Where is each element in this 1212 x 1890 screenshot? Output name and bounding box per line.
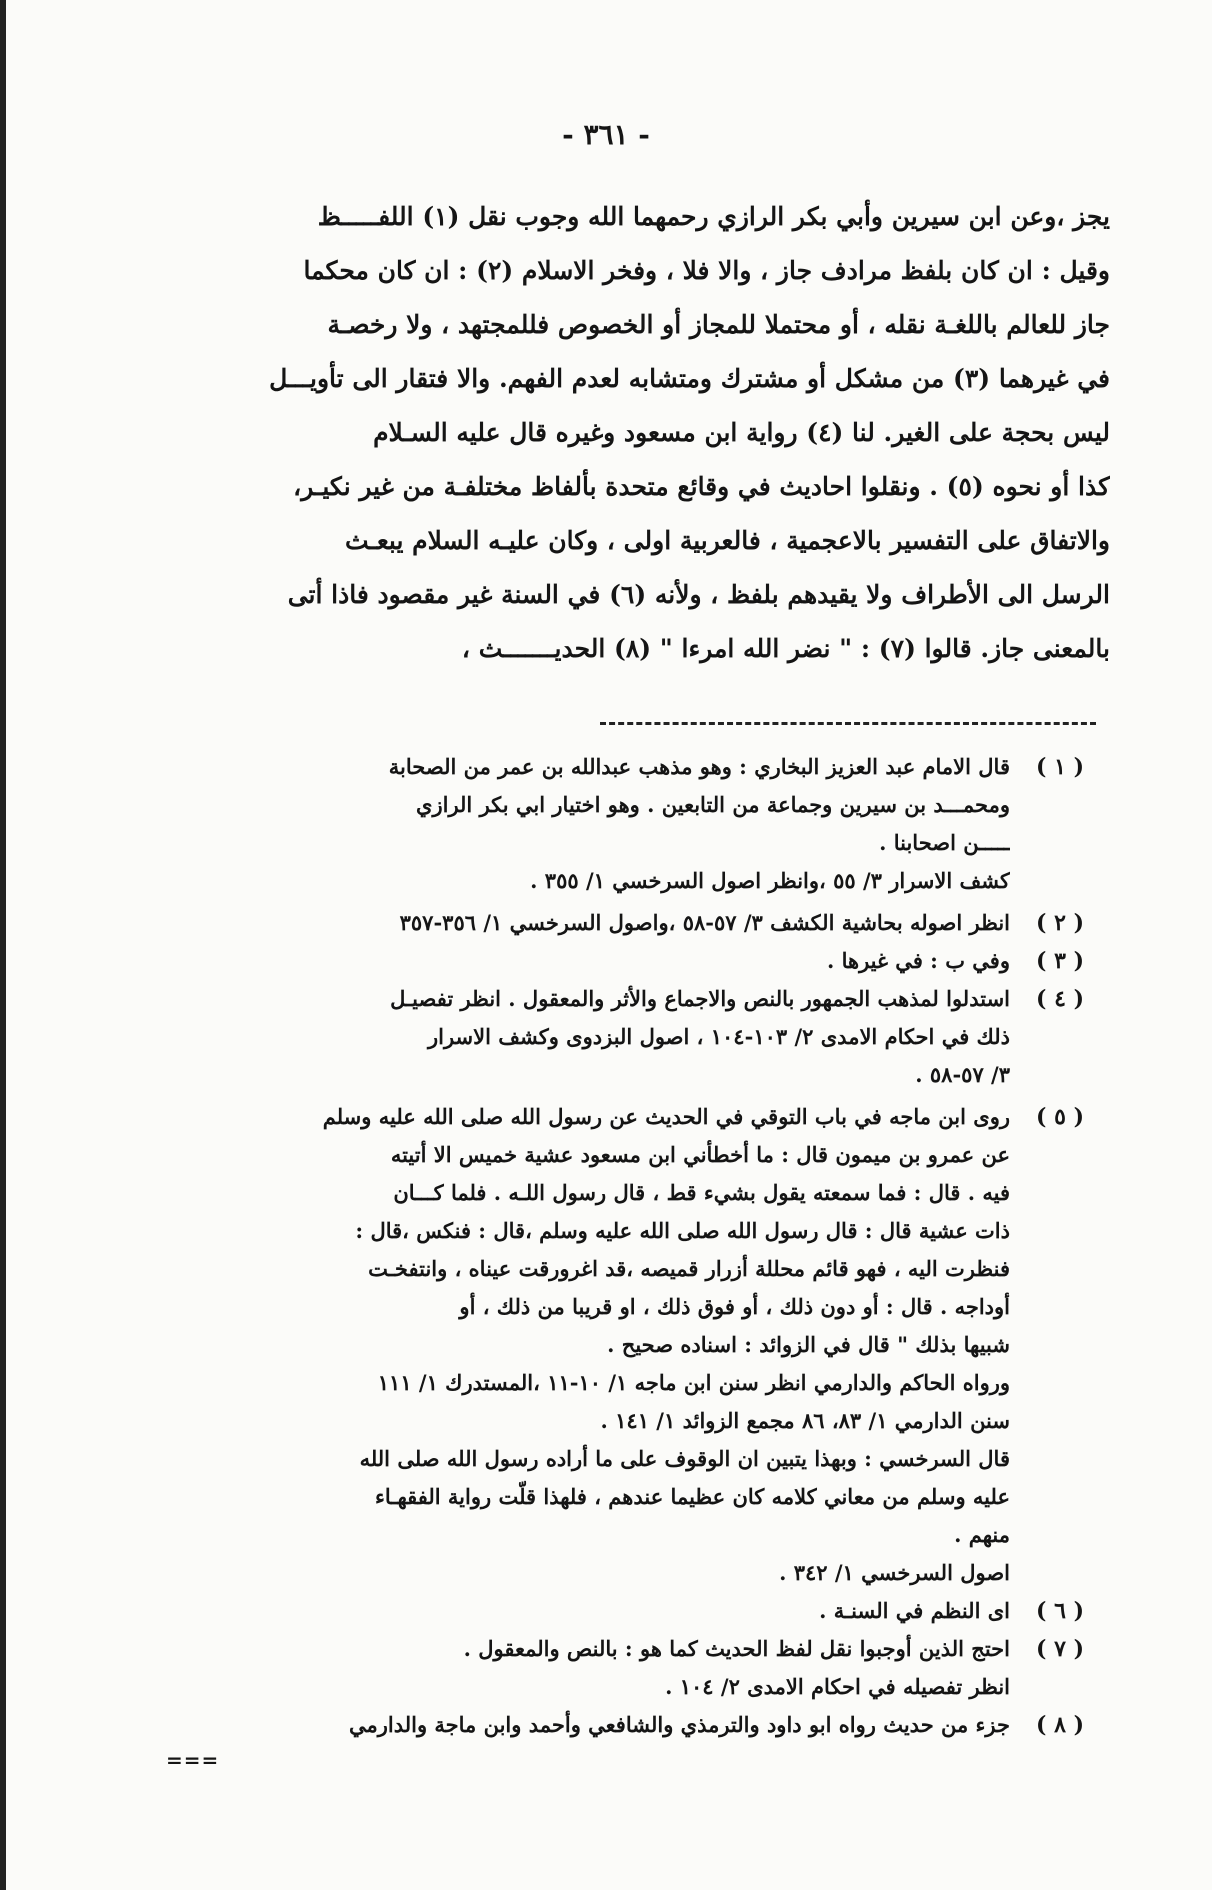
footnote-line: قال السرخسي : وبهذا يتبين ان الوقوف على ما أراده رسول الله صلى الله xyxy=(359,1446,1010,1471)
footnote-line: قال الامام عبد العزيز البخاري : وهو مذهب عبدالله بن عمر من الصحابة xyxy=(388,754,1010,779)
footnote-line: ورواه الحاكم والدارمي انظر سنن ابن ماجه ١/ ١٠-١١ ،المستدرك ١/ ١١١ xyxy=(377,1370,1010,1395)
page-number: - ٣٦١ - xyxy=(562,118,650,151)
footnote-line: انظر اصوله بحاشية الكشف ٣/ ٥٧-٥٨ ،واصول السرخسي ١/ ٣٥٦-٣٥٧ xyxy=(399,910,1010,935)
main-line: بالمعنى جاز. قالوا (٧) : " نضر الله امرءا " (٨) الحديـــــــث ، xyxy=(461,634,1110,663)
footnote-line: ذلك في احكام الامدى ٢/ ١٠٣-١٠٤ ، اصول البزدوى وكشف الاسرار xyxy=(427,1024,1010,1049)
footnote-number: ( ٤ ) xyxy=(1036,986,1084,1012)
footnote-line: استدلوا لمذهب الجمهور بالنص والاجماع والأثر والمعقول . انظر تفصيـل xyxy=(390,986,1010,1011)
main-line: في غيرهما (٣) من مشكل أو مشترك ومتشابه لعدم الفهم. والا فتقار الى تأويـــل xyxy=(269,364,1110,393)
footnotes xyxy=(120,748,1090,1744)
end-mark: === xyxy=(166,1748,220,1772)
footnote-8 xyxy=(120,1706,1090,1744)
footnote-number: ( ٢ ) xyxy=(1036,910,1084,936)
footnote-line: جزء من حديث رواه ابو داود والترمذي والشافعي وأحمد وابن ماجة والدارمي xyxy=(348,1712,1010,1737)
footnote-line: سنن الدارمي ١/ ٨٣، ٨٦ مجمع الزوائد ١/ ١٤١ . xyxy=(600,1408,1010,1433)
footnote-number: ( ٥ ) xyxy=(1036,1104,1084,1130)
main-line: جاز للعالم باللغـة نقله ، أو محتملا للمجاز أو الخصوص فللمجتهد ، ولا رخصـة xyxy=(327,310,1110,339)
footnote-7 xyxy=(120,1630,1090,1706)
footnote-line: روى ابن ماجه في باب التوقي في الحديث عن رسول الله صلى الله عليه وسلم xyxy=(322,1104,1010,1129)
footnote-line: ومحمـــد بن سيرين وجماعة من التابعين . وهو اختيار ابي بكر الرازي xyxy=(416,792,1010,817)
footnote-line: أوداجه . قال : أو دون ذلك ، أو فوق ذلك ، او قريبا من ذلك ، أو xyxy=(459,1294,1010,1319)
main-line: والاتفاق على التفسير بالاعجمية ، فالعربية اولى ، وكان عليـه السلام يبعـث xyxy=(344,526,1110,555)
footnote-line: عليه وسلم من معاني كلامه كان عظيما عندهم ، فلهذا قلّت رواية الفقهـاء xyxy=(375,1484,1010,1509)
footnote-number: ( ٨ ) xyxy=(1036,1712,1084,1738)
main-line: وقيل : ان كان بلفظ مرادف جاز ، والا فلا ، وفخر الاسلام (٢) : ان كان محكما xyxy=(303,256,1110,285)
footnote-line: انظر تفصيله في احكام الامدى ٢/ ١٠٤ . xyxy=(665,1674,1010,1699)
footnote-line: فنظرت اليه ، فهو قائم محللة أزرار قميصه ،قد اغرورقت عيناه ، وانتفخـت xyxy=(368,1256,1010,1281)
footnote-line: احتج الذين أوجبوا نقل لفظ الحديث كما هو : بالنص والمعقول . xyxy=(463,1636,1010,1661)
footnote-3 xyxy=(120,942,1090,980)
footnote-number: ( ١ ) xyxy=(1036,754,1084,780)
footnote-line: منهم . xyxy=(954,1522,1010,1547)
scan-border xyxy=(0,0,6,1890)
footnote-line: فيه . قال : فما سمعته يقول بشيء قط ، قال رسول اللـه . فلما كـــان xyxy=(393,1180,1010,1205)
footnote-divider xyxy=(600,722,1096,725)
main-line: يجز ،وعن ابن سيرين وأبي بكر الرازي رحمهما الله وجوب نقل (١) اللفـــــظ xyxy=(317,202,1110,231)
footnote-line: اصول السرخسي ١/ ٣٤٢ . xyxy=(779,1560,1010,1585)
footnote-number: ( ٧ ) xyxy=(1036,1636,1084,1662)
footnote-4 xyxy=(120,980,1090,1094)
footnote-line: كشف الاسرار ٣/ ٥٥ ،وانظر اصول السرخسي ١/ ٣٥٥ . xyxy=(530,868,1010,893)
main-text xyxy=(190,190,1110,676)
footnote-6 xyxy=(120,1592,1090,1630)
footnote-line: عن عمرو بن ميمون قال : ما أخطأني ابن مسعود عشية خميس الا أتيته xyxy=(390,1142,1010,1167)
main-line: الرسل الى الأطراف ولا يقيدهم بلفظ ، ولأنه (٦) في السنة غير مقصود فاذا أتى xyxy=(287,580,1110,609)
footnote-number: ( ٣ ) xyxy=(1036,948,1084,974)
footnote-2 xyxy=(120,904,1090,942)
footnote-number: ( ٦ ) xyxy=(1036,1598,1084,1624)
footnote-5 xyxy=(120,1098,1090,1592)
footnote-line: ٣/ ٥٧-٥٨ . xyxy=(915,1062,1010,1087)
main-line: ليس بحجة على الغير. لنا (٤) رواية ابن مسعود وغيره قال عليه السـلام xyxy=(373,418,1110,447)
main-line: كذا أو نحوه (٥) . ونقلوا احاديث في وقائع متحدة بألفاظ مختلفـة من غير نكيـر، xyxy=(293,472,1110,501)
footnote-1 xyxy=(120,748,1090,900)
footnote-line: ـــــن اصحابنا . xyxy=(879,830,1010,855)
footnote-line: اى النظم في السنـة . xyxy=(819,1598,1010,1623)
footnote-line: شبيها بذلك " قال في الزوائد : اسناده صحيح . xyxy=(607,1332,1010,1357)
footnote-line: وفي ب : في غيرها . xyxy=(827,948,1010,973)
footnote-line: ذات عشية قال : قال رسول الله صلى الله عليه وسلم ،قال : فنكس ،قال : xyxy=(355,1218,1010,1243)
